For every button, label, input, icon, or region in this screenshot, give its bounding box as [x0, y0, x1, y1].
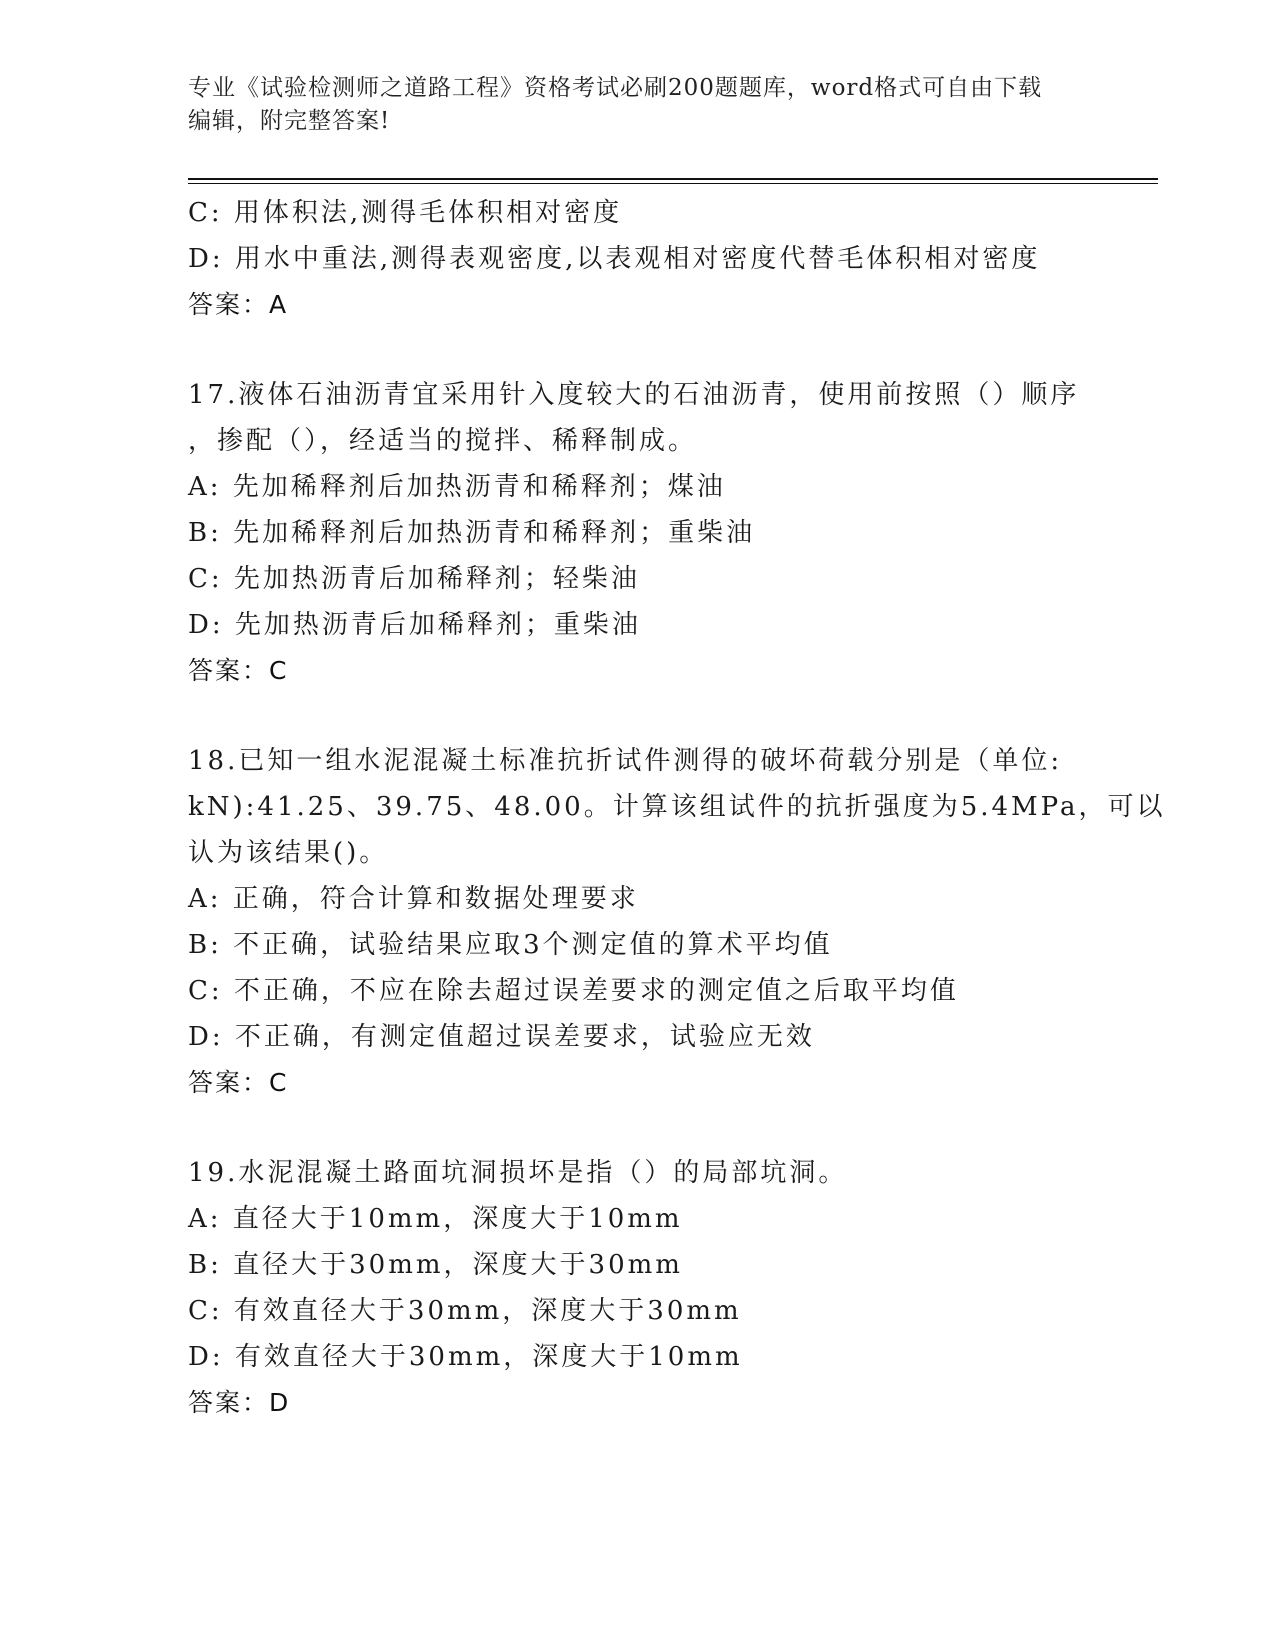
header-line-2: 编辑，附完整答案!: [188, 108, 391, 134]
question-17: [188, 372, 1088, 694]
answer-line: 答案：D: [188, 1388, 291, 1417]
option-c: C: 不正确，不应在除去超过误差要求的测定值之后取平均值: [188, 976, 959, 1006]
answer-line: 答案：C: [188, 656, 289, 685]
option-c: C: 用体积法,测得毛体积相对密度: [188, 198, 623, 228]
question-stem-line: 19.水泥混凝土路面坑洞损坏是指（）的局部坑洞。: [188, 1158, 848, 1188]
option-b: B: 不正确，试验结果应取3个测定值的算术平均值: [188, 930, 833, 960]
spacer: [188, 1106, 1088, 1150]
option-b: B: 先加稀释剂后加热沥青和稀释剂；重柴油: [188, 518, 756, 548]
option-a: A: 正确，符合计算和数据处理要求: [188, 884, 639, 914]
page-header: [188, 72, 1088, 138]
option-d: D: 不正确，有测定值超过误差要求，试验应无效: [188, 1022, 815, 1052]
option-a: A: 直径大于10mm，深度大于10mm: [188, 1204, 683, 1234]
question-list: [188, 190, 1166, 1426]
answer-line: 答案：A: [188, 290, 289, 319]
option-a: A: 先加稀释剂后加热沥青和稀释剂；煤油: [188, 472, 726, 502]
header-line-1: 专业《试验检测师之道路工程》资格考试必刷200题题库，word格式可自由下载: [188, 75, 1043, 101]
question-stem-line: 17.液体石油沥青宜采用针入度较大的石油沥青，使用前按照（）顺序: [188, 380, 1080, 410]
option-d: D: 有效直径大于30mm，深度大于10mm: [188, 1342, 743, 1372]
question-stem-line: 认为该结果()。: [188, 838, 389, 868]
question-stem-line: 18.已知一组水泥混凝土标准抗折试件测得的破坏荷载分别是（单位:: [188, 746, 1063, 776]
question-19: [188, 1150, 1088, 1426]
answer-line: 答案：C: [188, 1068, 289, 1097]
option-b: B: 直径大于30mm，深度大于30mm: [188, 1250, 683, 1280]
header-divider-thick: [188, 178, 1158, 180]
spacer: [188, 328, 1088, 372]
question-stem-line: kN):41.25、39.75、48.00。计算该组试件的抗折强度为5.4MPa，可以: [188, 792, 1166, 822]
option-d: D: 先加热沥青后加稀释剂；重柴油: [188, 610, 641, 640]
question-16-continued: [188, 190, 1088, 328]
option-d: D: 用水中重法,测得表观密度,以表观相对密度代替毛体积相对密度: [188, 244, 1041, 274]
question-18: [188, 738, 1166, 1106]
spacer: [188, 694, 1088, 738]
question-stem-line: ，掺配（），经适当的搅拌、稀释制成。: [188, 426, 698, 456]
option-c: C: 有效直径大于30mm，深度大于30mm: [188, 1296, 742, 1326]
header-divider-thin: [188, 183, 1158, 184]
option-c: C: 先加热沥青后加稀释剂；轻柴油: [188, 564, 640, 594]
